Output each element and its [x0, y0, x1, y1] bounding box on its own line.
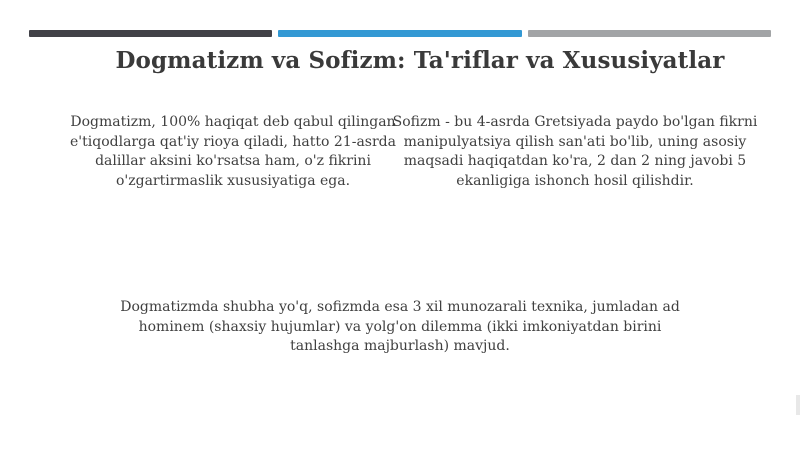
bottom-paragraph: Dogmatizmda shubha yo'q, sofizmda esa 3 xil munozarali texnika, jumladan ad hominem (shaxsiy hujumlar) va yolg'on dilemma (ikki imkoniyatdan birini tanlashga majburlash) mavjud.	[120, 299, 680, 354]
slide-title: Dogmatizm va Sofizm: Ta'riflar va Xususiyatlar	[115, 47, 725, 74]
right-paragraph: Sofizm - bu 4-asrda Gretsiyada paydo bo'lgan fikrni manipulyatsiya qilish san'ati bo'lib, uning asosiy maqsadi haqiqatdan ko'ra, 2 dan 2 ning javobi 5 ekanligiga ishonch hosil qilishdir.	[392, 114, 758, 189]
top-bar-blue	[278, 30, 522, 37]
slide-edge-mark	[796, 395, 800, 415]
top-bar-gray	[528, 30, 771, 37]
left-paragraph: Dogmatizm, 100% haqiqat deb qabul qilingan e'tiqodlarga qat'iy rioya qiladi, hatto 21-asrda dalillar aksini ko'rsatsa ham, o'z fikrini o'zgartirmaslik xususiyatiga ega.	[70, 114, 396, 189]
top-bar-dark	[29, 30, 272, 37]
